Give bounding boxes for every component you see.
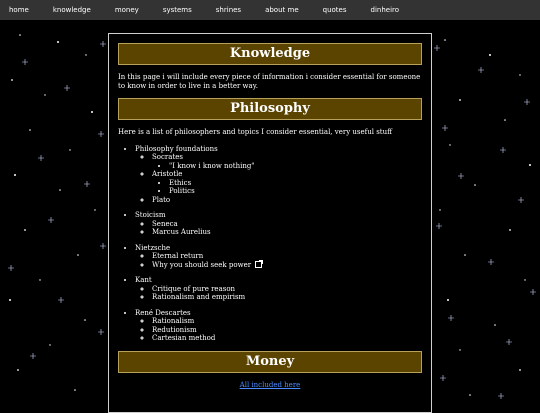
- top-navigation-bar: [0, 0, 540, 20]
- list-item: [152, 196, 422, 205]
- list-item-label: Kant: [135, 276, 152, 284]
- list-item: [152, 261, 422, 270]
- list-item-label: Cartesian method: [152, 334, 216, 342]
- list-item: [152, 170, 422, 196]
- external-link-icon[interactable]: [255, 261, 262, 268]
- nav-dinheiro[interactable]: dinheiro: [370, 6, 400, 14]
- list-item-label: Why you should seek power: [152, 260, 252, 269]
- knowledge-heading: Knowledge: [118, 43, 422, 65]
- list-item: [152, 285, 422, 294]
- list-item-label: Nietzsche: [135, 243, 171, 252]
- nav-quotes[interactable]: quotes: [322, 6, 347, 14]
- list-item-label: Stoicism: [135, 211, 166, 219]
- list-item: [135, 276, 422, 302]
- nav-shrines[interactable]: shrines: [215, 6, 242, 14]
- list-item-label: Aristotle: [152, 170, 183, 178]
- list-item: [152, 220, 422, 229]
- money-link[interactable]: All included here: [239, 380, 301, 389]
- money-heading: Money: [118, 351, 422, 373]
- list-item: [135, 211, 422, 237]
- list-item-label: Plato: [152, 195, 171, 204]
- list-item-label: Rationalism and empirism: [152, 293, 246, 301]
- list-item-label: Critique of pure reason: [152, 284, 236, 293]
- list-item-label: "I know i know nothing": [169, 161, 255, 170]
- list-item-label: Redutionism: [152, 325, 197, 334]
- knowledge-intro: In this page i will include every piece of information i consider essential for someone to know in order to live in a better way.: [118, 73, 421, 90]
- list-item: [152, 334, 422, 343]
- list-item: [169, 187, 422, 196]
- list-item-label: Philosophy foundations: [135, 144, 218, 153]
- list-item-label: Marcus Aurelius: [152, 228, 211, 236]
- list-item-label: Socrates: [152, 153, 183, 161]
- list-item: [169, 179, 422, 188]
- philosophy-intro: Here is a list of philosophers and topics I consider essential, very useful stuff: [118, 128, 393, 136]
- nav-systems[interactable]: systems: [162, 6, 192, 14]
- philosophy-list: [118, 145, 422, 343]
- philosophy-heading: Philosophy: [118, 98, 422, 120]
- nav-home[interactable]: home: [9, 6, 29, 14]
- list-item: [169, 162, 422, 171]
- list-item: [152, 252, 422, 261]
- content-panel: [108, 33, 432, 413]
- list-item: [152, 317, 422, 326]
- list-item: [152, 153, 422, 170]
- list-item: [135, 244, 422, 270]
- list-item-label: Politics: [169, 187, 195, 195]
- list-item: [135, 309, 422, 343]
- list-item-label: Rationalism: [152, 317, 195, 325]
- nav-about-me[interactable]: about me: [265, 6, 299, 14]
- list-item: [152, 228, 422, 237]
- list-item-label: René Descartes: [135, 308, 191, 317]
- list-item-label: Eternal return: [152, 252, 204, 260]
- list-item: [152, 326, 422, 335]
- list-item: [152, 293, 422, 302]
- nav-money[interactable]: money: [114, 6, 139, 14]
- list-item-label: Seneca: [152, 219, 178, 228]
- list-item: [135, 145, 422, 205]
- list-item-label: Ethics: [169, 178, 192, 187]
- nav-knowledge[interactable]: knowledge: [52, 6, 91, 14]
